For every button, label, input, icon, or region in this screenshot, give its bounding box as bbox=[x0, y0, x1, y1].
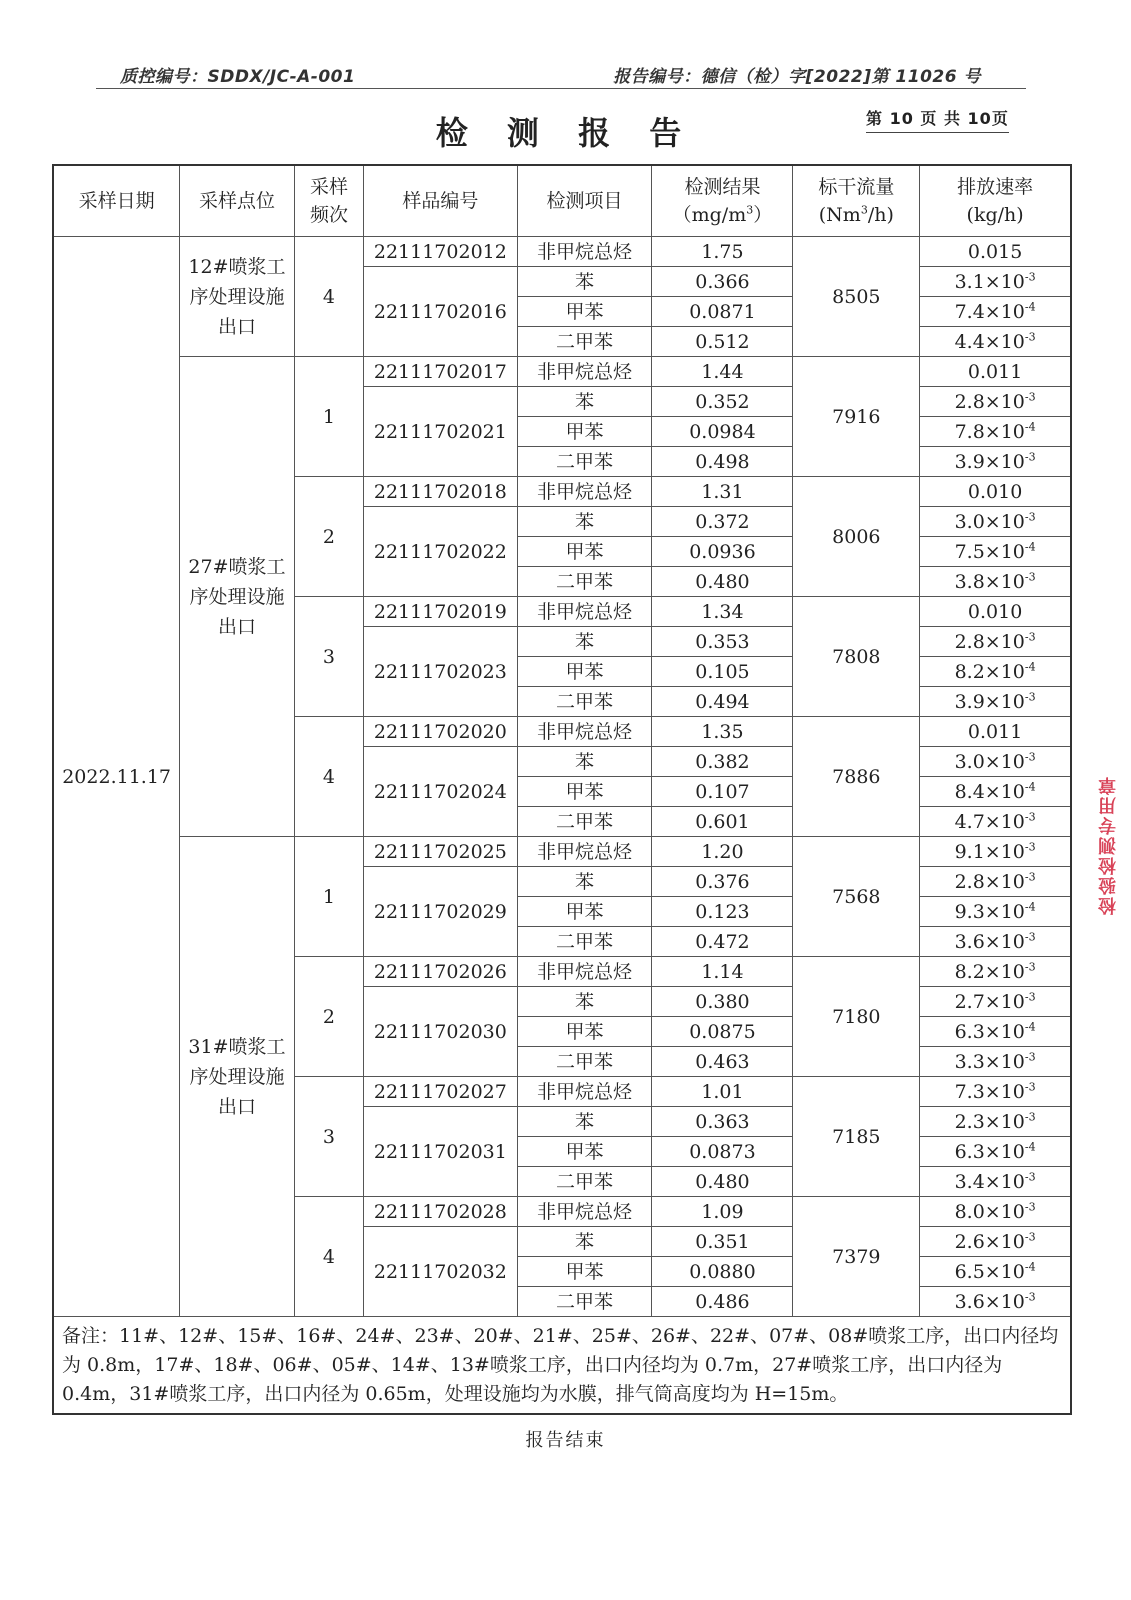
test-item: 二甲苯 bbox=[517, 927, 652, 957]
sample-location: 31#喷浆工序处理设施出口 bbox=[180, 837, 294, 1317]
test-result: 1.14 bbox=[652, 957, 793, 987]
emission-rate: $4.4\times 10^{-3}$ bbox=[920, 327, 1071, 357]
test-result: 0.480 bbox=[652, 1167, 793, 1197]
emission-rate: 0.010 bbox=[920, 477, 1071, 507]
report-end: 报告结束 bbox=[525, 1430, 606, 1451]
test-result: 1.34 bbox=[652, 597, 793, 627]
test-item: 甲苯 bbox=[517, 417, 652, 447]
exponent: -3 bbox=[1024, 840, 1036, 854]
col-rate-label: 排放速率 bbox=[957, 176, 1034, 198]
emission-rate: $6.5\times 10^{-4}$ bbox=[920, 1257, 1071, 1287]
col-flow-label: 标干流量 bbox=[818, 176, 895, 198]
test-result: 0.372 bbox=[652, 507, 793, 537]
emission-rate: $3.1\times 10^{-3}$ bbox=[920, 267, 1071, 297]
sample-id: 22111702012 bbox=[364, 237, 517, 267]
test-result: 0.363 bbox=[652, 1107, 793, 1137]
sample-id: 22111702030 bbox=[364, 987, 517, 1077]
emission-rate: 0.011 bbox=[920, 357, 1071, 387]
exponent: -4 bbox=[1024, 300, 1036, 314]
inspection-seal: 检验检测专用章 bbox=[1098, 775, 1119, 915]
emission-rate: 0.011 bbox=[920, 717, 1071, 747]
test-item: 苯 bbox=[517, 387, 652, 417]
test-item: 非甲烷总烃 bbox=[517, 957, 652, 987]
emission-rate: $8.2\times 10^{-3}$ bbox=[920, 957, 1071, 987]
test-result: 0.512 bbox=[652, 327, 793, 357]
test-item: 二甲苯 bbox=[517, 1047, 652, 1077]
test-item: 非甲烷总烃 bbox=[517, 237, 652, 267]
test-item: 甲苯 bbox=[517, 537, 652, 567]
test-item: 二甲苯 bbox=[517, 1287, 652, 1317]
emission-rate: $7.5\times 10^{-4}$ bbox=[920, 537, 1071, 567]
emission-rate: $9.3\times 10^{-4}$ bbox=[920, 897, 1071, 927]
exponent: -3 bbox=[1024, 930, 1036, 944]
header-row bbox=[53, 165, 1071, 237]
sample-id: 22111702028 bbox=[364, 1197, 517, 1227]
exponent: -3 bbox=[1024, 630, 1036, 644]
flow-rate: 7379 bbox=[793, 1197, 920, 1317]
emission-rate: $3.0\times 10^{-3}$ bbox=[920, 747, 1071, 777]
test-result: 0.0936 bbox=[652, 537, 793, 567]
test-item: 二甲苯 bbox=[517, 567, 652, 597]
exponent: -3 bbox=[1024, 1050, 1036, 1064]
test-item: 苯 bbox=[517, 747, 652, 777]
test-item: 苯 bbox=[517, 867, 652, 897]
sample-frequency: 4 bbox=[294, 717, 364, 837]
emission-rate: $2.8\times 10^{-3}$ bbox=[920, 627, 1071, 657]
table-row bbox=[53, 357, 1071, 387]
report-title: 检 测 报 告 bbox=[435, 114, 696, 152]
test-result: 0.601 bbox=[652, 807, 793, 837]
test-result: 0.123 bbox=[652, 897, 793, 927]
emission-rate: $4.7\times 10^{-3}$ bbox=[920, 807, 1071, 837]
emission-rate: $2.7\times 10^{-3}$ bbox=[920, 987, 1071, 1017]
exponent: -3 bbox=[1024, 960, 1036, 974]
emission-rate: $7.3\times 10^{-3}$ bbox=[920, 1077, 1071, 1107]
sample-id: 22111702020 bbox=[364, 717, 517, 747]
exponent: -3 bbox=[1024, 990, 1036, 1004]
test-result: 1.31 bbox=[652, 477, 793, 507]
test-result: 0.0871 bbox=[652, 297, 793, 327]
exponent: -3 bbox=[1024, 1200, 1036, 1214]
col-location: 采样点位 bbox=[180, 165, 294, 237]
sample-frequency: 4 bbox=[294, 1197, 364, 1317]
sample-id: 22111702022 bbox=[364, 507, 517, 597]
sample-frequency: 3 bbox=[294, 597, 364, 717]
sample-id: 22111702025 bbox=[364, 837, 517, 867]
emission-rate: 0.015 bbox=[920, 237, 1071, 267]
test-result: 0.382 bbox=[652, 747, 793, 777]
emission-rate: $6.3\times 10^{-4}$ bbox=[920, 1137, 1071, 1167]
test-item: 甲苯 bbox=[517, 1257, 652, 1287]
qc-number: 质控编号：SDDX/JC-A-001 bbox=[120, 67, 356, 87]
emission-rate: $3.9\times 10^{-3}$ bbox=[920, 447, 1071, 477]
test-result: 1.75 bbox=[652, 237, 793, 267]
flow-rate: 7916 bbox=[793, 357, 920, 477]
sample-id: 22111702023 bbox=[364, 627, 517, 717]
test-item: 非甲烷总烃 bbox=[517, 357, 652, 387]
exponent: -3 bbox=[1024, 810, 1036, 824]
exponent: -4 bbox=[1024, 1020, 1036, 1034]
sample-frequency: 3 bbox=[294, 1077, 364, 1197]
emission-rate: $8.4\times 10^{-4}$ bbox=[920, 777, 1071, 807]
sample-frequency: 1 bbox=[294, 357, 364, 477]
flow-rate: 7568 bbox=[793, 837, 920, 957]
col-result-unit: $(mg/m^3)$ bbox=[672, 203, 773, 226]
test-item: 非甲烷总烃 bbox=[517, 597, 652, 627]
test-item: 非甲烷总烃 bbox=[517, 837, 652, 867]
flow-rate: 7886 bbox=[793, 717, 920, 837]
emission-rate: $2.3\times 10^{-3}$ bbox=[920, 1107, 1071, 1137]
exponent: -3 bbox=[1024, 510, 1036, 524]
remarks: 备注：11#、12#、15#、16#、24#、23#、20#、21#、25#、26#、22#、07#、08#喷浆工序，出口内径均为 0.8m，17#、18#、06#、05#、14#、13#喷浆工序，出口内径均为 0.7m，27#喷浆工序，出口内径为 0.4m，31#喷浆工序，出口内径为 0.65m，处理设施均为水膜，排气筒高度均为 H=15m。 bbox=[53, 1317, 1071, 1415]
flow-rate: 7185 bbox=[793, 1077, 920, 1197]
test-item: 二甲苯 bbox=[517, 447, 652, 477]
test-item: 苯 bbox=[517, 1107, 652, 1137]
test-result: 1.09 bbox=[652, 1197, 793, 1227]
test-result: 0.472 bbox=[652, 927, 793, 957]
exponent: -3 bbox=[1024, 570, 1036, 584]
test-result: 0.0984 bbox=[652, 417, 793, 447]
test-result: 0.366 bbox=[652, 267, 793, 297]
test-result: 1.01 bbox=[652, 1077, 793, 1107]
sample-id: 22111702018 bbox=[364, 477, 517, 507]
test-item: 非甲烷总烃 bbox=[517, 717, 652, 747]
exponent: -4 bbox=[1024, 420, 1036, 434]
col-date: 采样日期 bbox=[53, 165, 180, 237]
emission-rate: $2.8\times 10^{-3}$ bbox=[920, 387, 1071, 417]
sample-date: 2022.11.17 bbox=[53, 237, 180, 1317]
test-result: 0.498 bbox=[652, 447, 793, 477]
col-item: 检测项目 bbox=[517, 165, 652, 237]
emission-rate: $3.6\times 10^{-3}$ bbox=[920, 927, 1071, 957]
test-result: 0.376 bbox=[652, 867, 793, 897]
exponent: -4 bbox=[1024, 540, 1036, 554]
test-result: 0.494 bbox=[652, 687, 793, 717]
test-item: 二甲苯 bbox=[517, 327, 652, 357]
exponent: -3 bbox=[1024, 690, 1036, 704]
test-result: 0.380 bbox=[652, 987, 793, 1017]
emission-rate: $2.6\times 10^{-3}$ bbox=[920, 1227, 1071, 1257]
emission-rate: $3.9\times 10^{-3}$ bbox=[920, 687, 1071, 717]
col-result-label: 检测结果 bbox=[684, 176, 761, 198]
sample-id: 22111702016 bbox=[364, 267, 517, 357]
exponent: -3 bbox=[1024, 450, 1036, 464]
sample-location: 27#喷浆工序处理设施出口 bbox=[180, 357, 294, 837]
emission-rate: $3.8\times 10^{-3}$ bbox=[920, 567, 1071, 597]
exponent: -4 bbox=[1024, 1140, 1036, 1154]
test-item: 苯 bbox=[517, 987, 652, 1017]
emission-rate: $3.3\times 10^{-3}$ bbox=[920, 1047, 1071, 1077]
sample-id: 22111702021 bbox=[364, 387, 517, 477]
test-item: 二甲苯 bbox=[517, 687, 652, 717]
col-sample-id: 样品编号 bbox=[364, 165, 517, 237]
test-item: 非甲烷总烃 bbox=[517, 1077, 652, 1107]
sample-frequency: 1 bbox=[294, 837, 364, 957]
emission-rate: $7.8\times 10^{-4}$ bbox=[920, 417, 1071, 447]
exponent: -4 bbox=[1024, 1260, 1036, 1274]
test-result: 0.486 bbox=[652, 1287, 793, 1317]
exponent: -3 bbox=[1024, 270, 1036, 284]
emission-rate: 0.010 bbox=[920, 597, 1071, 627]
col-result bbox=[652, 165, 793, 237]
test-result: 0.107 bbox=[652, 777, 793, 807]
test-item: 苯 bbox=[517, 507, 652, 537]
table-row bbox=[53, 237, 1071, 267]
test-result: 0.353 bbox=[652, 627, 793, 657]
emission-rate: $3.6\times 10^{-3}$ bbox=[920, 1287, 1071, 1317]
sample-id: 22111702029 bbox=[364, 867, 517, 957]
flow-rate: 8505 bbox=[793, 237, 920, 357]
emission-rate: $7.4\times 10^{-4}$ bbox=[920, 297, 1071, 327]
test-item: 甲苯 bbox=[517, 1017, 652, 1047]
sample-id: 22111702024 bbox=[364, 747, 517, 837]
emission-rate: $6.3\times 10^{-4}$ bbox=[920, 1017, 1071, 1047]
test-item: 甲苯 bbox=[517, 777, 652, 807]
emission-rate: $8.0\times 10^{-3}$ bbox=[920, 1197, 1071, 1227]
sample-id: 22111702027 bbox=[364, 1077, 517, 1107]
test-item: 甲苯 bbox=[517, 1137, 652, 1167]
exponent: -3 bbox=[1024, 1080, 1036, 1094]
col-rate bbox=[920, 165, 1071, 237]
sample-frequency: 2 bbox=[294, 477, 364, 597]
flow-rate: 8006 bbox=[793, 477, 920, 597]
exponent: -4 bbox=[1024, 900, 1036, 914]
col-frequency: 采样频次 bbox=[294, 165, 364, 237]
flow-rate: 7180 bbox=[793, 957, 920, 1077]
exponent: -3 bbox=[1024, 1110, 1036, 1124]
test-result: 0.0873 bbox=[652, 1137, 793, 1167]
test-item: 苯 bbox=[517, 1227, 652, 1257]
test-result: 0.0875 bbox=[652, 1017, 793, 1047]
col-flow bbox=[793, 165, 920, 237]
page-indicator: 第 10 页 共 10页 bbox=[866, 106, 1009, 133]
flow-rate: 7808 bbox=[793, 597, 920, 717]
test-item: 甲苯 bbox=[517, 897, 652, 927]
header-divider bbox=[96, 88, 1026, 89]
sample-id: 22111702032 bbox=[364, 1227, 517, 1317]
test-item: 苯 bbox=[517, 267, 652, 297]
exponent: -3 bbox=[1024, 750, 1036, 764]
test-item: 非甲烷总烃 bbox=[517, 1197, 652, 1227]
sample-id: 22111702031 bbox=[364, 1107, 517, 1197]
exponent: -3 bbox=[1024, 870, 1036, 884]
sample-id: 22111702019 bbox=[364, 597, 517, 627]
results-table bbox=[52, 164, 1072, 1415]
emission-rate: $3.0\times 10^{-3}$ bbox=[920, 507, 1071, 537]
sample-id: 22111702017 bbox=[364, 357, 517, 387]
sample-frequency: 4 bbox=[294, 237, 364, 357]
note-row bbox=[53, 1317, 1071, 1415]
exponent: -3 bbox=[1024, 330, 1036, 344]
emission-rate: $8.2\times 10^{-4}$ bbox=[920, 657, 1071, 687]
exponent: -3 bbox=[1024, 1230, 1036, 1244]
test-item: 甲苯 bbox=[517, 657, 652, 687]
col-rate-unit: (kg/h) bbox=[966, 204, 1024, 226]
col-flow-unit: (Nm$^3$/h) bbox=[818, 203, 894, 226]
sample-id: 22111702026 bbox=[364, 957, 517, 987]
test-result: 0.351 bbox=[652, 1227, 793, 1257]
sample-location: 12#喷浆工序处理设施出口 bbox=[180, 237, 294, 357]
test-item: 苯 bbox=[517, 627, 652, 657]
test-result: 0.105 bbox=[652, 657, 793, 687]
test-item: 二甲苯 bbox=[517, 807, 652, 837]
test-item: 二甲苯 bbox=[517, 1167, 652, 1197]
test-result: 0.463 bbox=[652, 1047, 793, 1077]
test-result: 1.44 bbox=[652, 357, 793, 387]
emission-rate: $2.8\times 10^{-3}$ bbox=[920, 867, 1071, 897]
exponent: -3 bbox=[1024, 1170, 1036, 1184]
sample-frequency: 2 bbox=[294, 957, 364, 1077]
exponent: -4 bbox=[1024, 660, 1036, 674]
table-row bbox=[53, 837, 1071, 867]
exponent: -3 bbox=[1024, 390, 1036, 404]
test-result: 0.352 bbox=[652, 387, 793, 417]
test-item: 甲苯 bbox=[517, 297, 652, 327]
test-result: 0.0880 bbox=[652, 1257, 793, 1287]
exponent: -4 bbox=[1024, 780, 1036, 794]
results-body bbox=[53, 237, 1071, 1317]
test-result: 1.20 bbox=[652, 837, 793, 867]
exponent: -3 bbox=[1024, 1290, 1036, 1304]
test-item: 非甲烷总烃 bbox=[517, 477, 652, 507]
test-result: 1.35 bbox=[652, 717, 793, 747]
emission-rate: $9.1\times 10^{-3}$ bbox=[920, 837, 1071, 867]
report-number: 报告编号：德信（检）字[2022]第 11026 号 bbox=[613, 67, 981, 87]
emission-rate: $3.4\times 10^{-3}$ bbox=[920, 1167, 1071, 1197]
test-result: 0.480 bbox=[652, 567, 793, 597]
